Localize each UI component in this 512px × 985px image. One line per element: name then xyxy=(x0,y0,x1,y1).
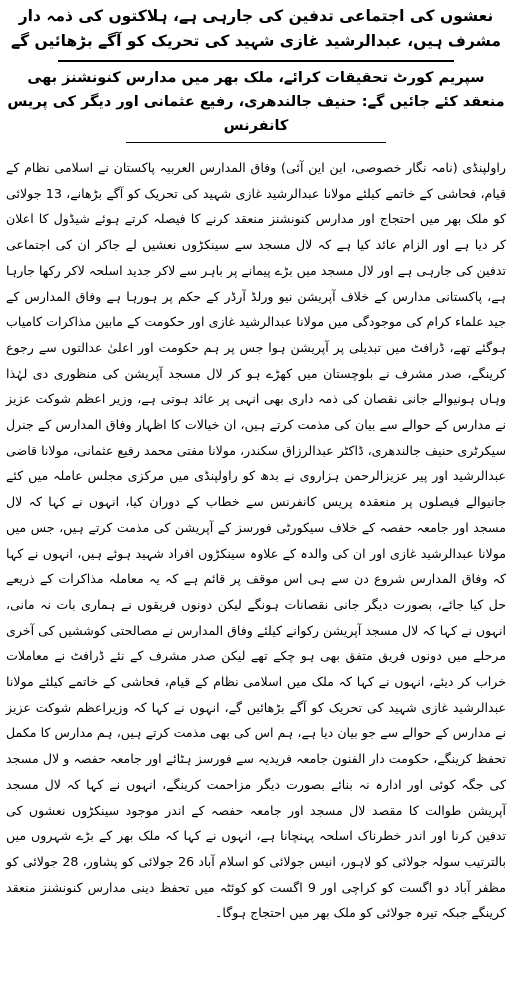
subheadline: سپریم کورٹ تحقیقات کرائے، ملک بھر میں مدارس کنونشنز بھی منعقد کئے جائیں گے: حنیف جالندھری، رفیع عثمانی اور دیگر کی پریس کانفرنس xyxy=(7,70,505,134)
subheadline-divider xyxy=(126,142,386,143)
headline-divider xyxy=(58,60,454,62)
article-body: راولپنڈی (نامہ نگار خصوصی، این این آئی) وفاق المدارس العربیہ پاکستان نے اسلامی نظام کے قیام، فحاشی کے خاتمے کیلئے مولانا عبدالرشید غازی شہید کی تحریک کو آگے بڑھانے، 13 جولائی کو ملک بھر میں احتجاج اور مدارس کنونشنز منعقد کرنے کا فیصلہ کرتے ہوئے شیڈول کا اعلان کر دیا ہے اور الزام عائد کیا ہے کہ لال مسجد سے سینکڑوں نعشیں لے جاکر ان کی اجتماعی تدفین کی جارہی ہے اور لال مسجد میں بڑے پیمانے پر باہر سے لاکر جدید اسلحہ لاکر رکھا جارہا ہے، پاکستانی مدارس کے خلاف آپریشن نیو ورلڈ آرڈر کے حکم پر ہورہا ہے وفاق المدارس کے جید علماء کرام کی موجودگی میں مولانا عبدالرشید غازی اور حکومت کے مابین مذاکرات کامیاب ہوگئے تھے، ڈرافٹ میں تبدیلی پر آپریشن ہوا جس پر ہم حکومت اور اعلیٰ عدالتوں سے رجوع کرینگے، صدر مشرف نے بلوچستان میں کھڑے ہو کر لال مسجد آپریشن کی منظوری دی لہٰذا وہاں ہونیوالے جانی نقصان کی ذمہ داری بھی انہی پر عائد ہوتی ہے، وزیر اعظم شوکت عزیز نے مدارس کے حوالے سے بیان کی مذمت کرتے ہیں، ان خیالات کا اظہار وفاق المدارس کے جنرل سیکرٹری حنیف جالندھری، ڈاکٹر عبدالرزاق سکندر، مولانا مفتی محمد رفیع عثمانی، مولانا قاضی عبدالرشید اور پیر عزیزالرحمن ہزاروی نے بدھ کو راولپنڈی میں مرکزی مجلس عاملہ میں کئے جانیوالے فیصلوں پر منعقدہ پریس کانفرنس سے خطاب کے دوران کیا، انہوں نے کہا کہ لال مسجد اور جامعہ حفصہ کے خلاف سیکورٹی فورسز کے آپریشن کی مذمت کرتے ہیں، جس میں مولانا عبدالرشید غازی اور ان کی والدہ کے علاوہ سینکڑوں افراد شہید ہوئے ہیں، انہوں نے کہا کہ وفاق المدارس شروع دن سے ہی اس موقف پر قائم ہے کہ یہ معاملہ مذاکرات کے ذریعے حل کیا جائے، بصورت دیگر جانی نقصانات ہونگے لیکن دونوں فریقوں نے ہماری بات نہ مانی، انہوں نے کہا کہ لال مسجد آپریشن رکوانے کیلئے وفاق المدارس نے مصالحتی کوششیں کی آخری مرحلے میں دونوں فریق متفق بھی ہو چکے تھے لیکن صدر مشرف کے نئے ڈرافٹ نے معاملات خراب کر دیئے، انہوں نے کہا کہ ملک میں اسلامی نظام کے قیام، فحاشی کے خاتمے کیلئے مولانا عبدالرشید غازی شہید کی تحریک کو آگے بڑھائیں گے، انہوں نے کہا کہ وزیراعظم شوکت عزیز نے مدارس کے حوالے سے جو بیان دیا ہے، ہم اس کی بھی مذمت کرتے ہیں، ہم مدارس کا مکمل تحفظ کرینگے، حکومت دار الفنون جامعہ فریدیہ سے فورسز ہٹائے اور جامعہ حفصہ و لال مسجد کی جگہ کوئی اور ادارہ نہ بنائے بصورت دیگر مزاحمت کرینگے، انہوں نے کہا کہ لال مسجد آپریشن طوالت کا مقصد لال مسجد اور جامعہ حفصہ کے اندر موجود سینکڑوں نعشوں کی تدفین کرنا اور اندر خطرناک اسلحہ پہنچانا ہے، انہوں نے کہا کہ ملک بھر کے بڑے شہروں میں بالترتیب سولہ جولائی کو لاہور، انیس جولائی کو اسلام آباد 26 جولائی کو پشاور، 28 جولائی کو مظفر آباد دو اگست کو کراچی اور 9 اگست کو کوئٹہ میں تحفظ دینی مدارس کنونشنز منعقد کرینگے جبکہ تیرہ جولائی کو ملک بھر میں احتجاج ہوگا۔ xyxy=(6,160,507,921)
headline: نعشوں کی اجتماعی تدفین کی جارہی ہے، ہلاکتوں کی ذمہ دار مشرف ہیں، عبدالرشید غازی شہید کی تحریک کو آگے بڑھائیں گے xyxy=(11,7,501,50)
